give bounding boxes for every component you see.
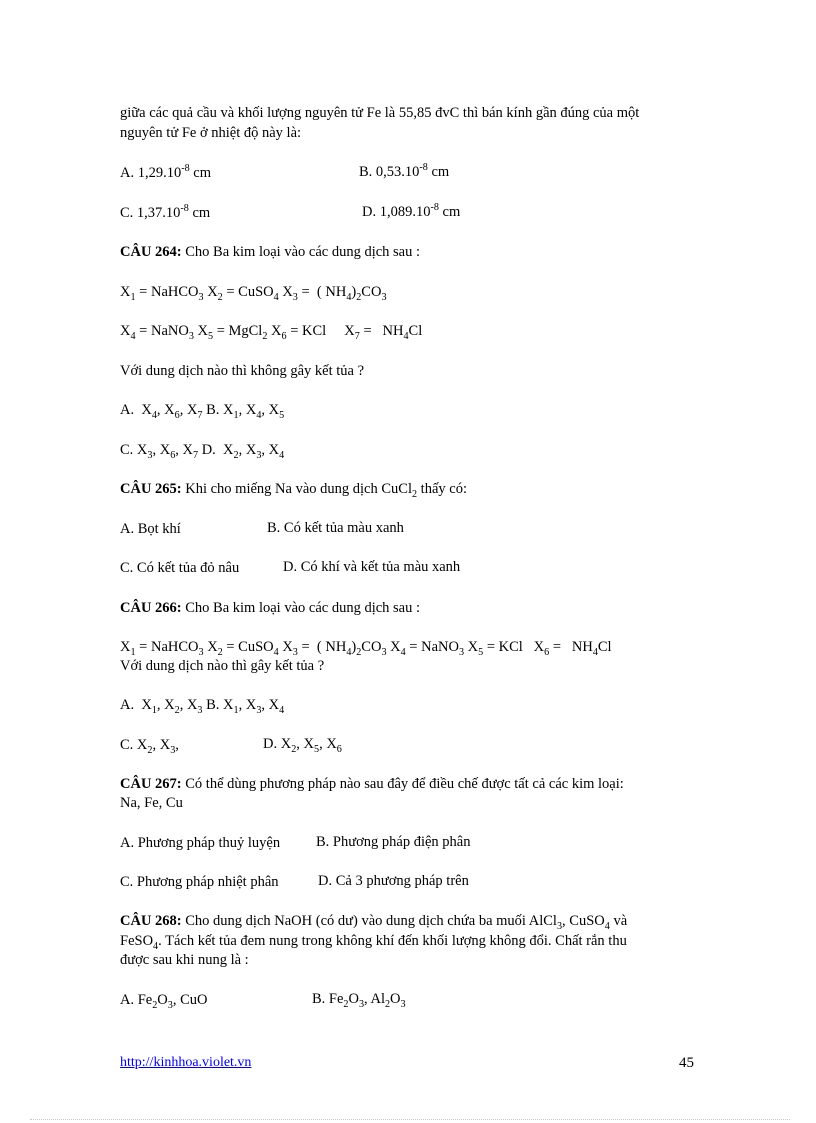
- question-267-line-2: Na, Fe, Cu: [120, 795, 183, 811]
- q265-option-c: C. Có kết tủa đỏ nâu: [120, 560, 240, 576]
- q268-option-b: B. $Fe_2O_3$, $Al_2O_3$: [312, 991, 406, 1010]
- q267-option-d: D. Cả 3 phương pháp trên: [318, 873, 469, 889]
- intro-line-1: giữa các quả cầu và khối lượng nguyên tử Fe là 55,85 đvC thì bán kính gần đúng của một: [120, 105, 640, 121]
- q264-question: Với dung dịch nào thì không gây kết tủa ?: [120, 363, 365, 379]
- q266-option-c: C. $X_2$, $X_3$,: [120, 737, 179, 756]
- q264-formula-line-1: $X_1$ = NaHCO$_3$ $X_2$ = CuSO$_4$ $X_3$ = ( $NH_4)_2CO_3$: [120, 284, 387, 303]
- q265-option-b: B. Có kết tủa màu xanh: [267, 520, 404, 536]
- question-268: CÂU 268: Cho dung dịch NaOH (có dư) vào dung dịch chứa ba muối AlCl$_3$, CuSO$_4$ và: [120, 913, 628, 932]
- q266-options-ab: A. $X_1$, $X_2$, $X_3$ B. $X_1$, $X_3$, $X_4$: [120, 697, 285, 716]
- page-bottom-rule: [30, 1119, 790, 1120]
- question-265: CÂU 265: Khi cho miếng Na vào dung dịch CuCl$_2$ thấy có:: [120, 481, 467, 500]
- q265-option-d: D. Có khí và kết tủa màu xanh: [283, 559, 461, 575]
- question-266: CÂU 266: Cho Ba kim loại vào các dung dịch sau :: [120, 600, 421, 616]
- q264-options-ab: A. $X_4$, $X_6$, $X_7$ B. $X_1$, $X_4$, $X_5$: [120, 402, 285, 421]
- question-264: CÂU 264: Cho Ba kim loại vào các dung dịch sau :: [120, 244, 421, 260]
- q267-option-c: C. Phương pháp nhiệt phân: [120, 874, 279, 890]
- page-number: 45: [679, 1055, 694, 1071]
- footer-link[interactable]: http://kinhhoa.violet.vn: [120, 1055, 252, 1070]
- q266-question: Với dung dịch nào thì gây kết tủa ?: [120, 658, 325, 674]
- option-b: B. $0,53.10^{-8}$ cm: [359, 162, 450, 180]
- question-267: CÂU 267: Có thể dùng phương pháp nào sau đây để điều chế được tất cả các kim loại:: [120, 776, 624, 792]
- question-268-line-2: FeSO$_4$. Tách kết tủa đem nung trong không khí đến khối lượng không đổi. Chất rắn thu: [120, 933, 627, 952]
- q266-formula-line: $X_1$ = NaHCO$_3$ $X_2$ = CuSO$_4$ $X_3$ = ( $NH_4)_2CO_3$ $X_4$ = NaNO$_3$ $X_5$ = KCl $X_6 = NH_4Cl$: [120, 639, 612, 658]
- q268-option-a: A. $Fe_2O_3$, CuO: [120, 992, 208, 1011]
- intro-line-2: nguyên tử Fe ở nhiệt độ này là:: [120, 125, 302, 141]
- question-268-line-3: được sau khi nung là :: [120, 952, 249, 968]
- q264-formula-line-2: $X_4$ = NaNO$_3$ $X_5$ = MgCl$_2$ $X_6$ = KCl $X_7 = NH_4Cl$: [120, 323, 423, 342]
- option-d: D. $1,089.10^{-8}$ cm: [362, 202, 461, 220]
- q267-option-b: B. Phương pháp điện phân: [316, 834, 471, 850]
- q265-option-a: A. Bọt khí: [120, 521, 181, 537]
- option-a: A. $1,29.10^{-8}$ cm: [120, 163, 212, 181]
- option-c: C. $1,37.10^{-8}$ cm: [120, 203, 211, 221]
- q267-option-a: A. Phương pháp thuỷ luyện: [120, 835, 281, 851]
- q264-options-cd: C. $X_3$, $X_6$, $X_7$ D. $X_2$, $X_3$, $X_4$: [120, 442, 285, 461]
- q266-option-d: D. $X_2$, $X_5$, $X_6$: [263, 736, 342, 755]
